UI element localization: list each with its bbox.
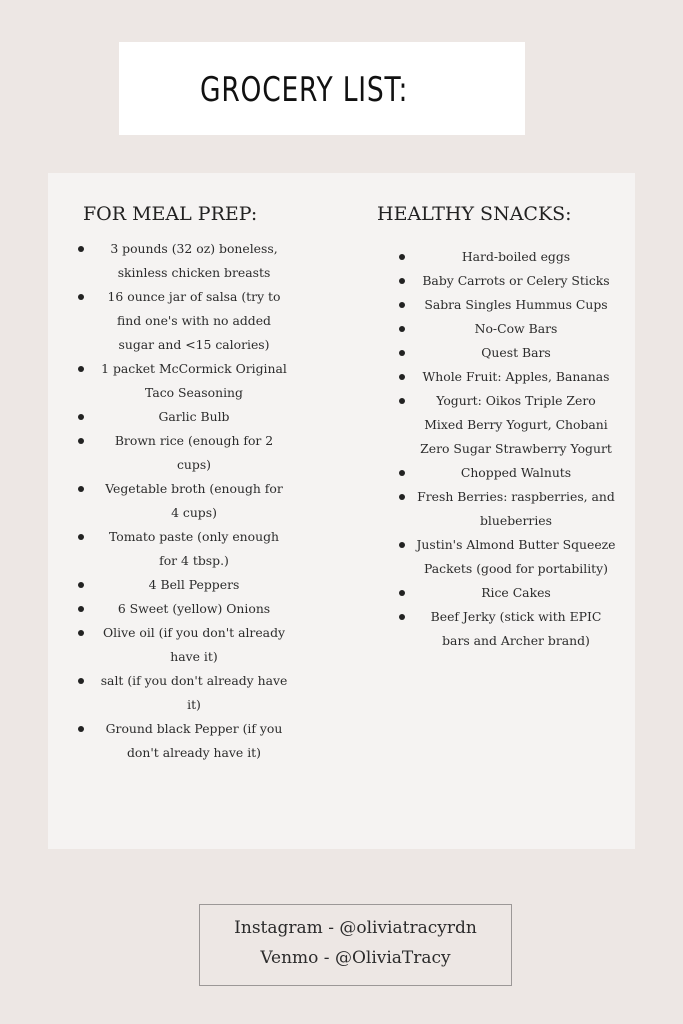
meal-prep-heading: FOR MEAL PREP: — [83, 203, 258, 225]
list-item: Fresh Berries: raspberries, and blueberries — [377, 485, 617, 533]
list-item: Justin's Almond Butter Squeeze Packets (good for portability) — [377, 533, 617, 581]
bullet-icon — [399, 470, 405, 476]
bullet-icon — [78, 582, 84, 588]
bullet-icon — [399, 590, 405, 596]
bullet-icon — [78, 678, 84, 684]
list-item: Whole Fruit: Apples, Bananas — [377, 365, 617, 389]
list-item: Tomato paste (only enough for 4 tbsp.) — [78, 525, 288, 573]
bullet-icon — [78, 630, 84, 636]
contact-box — [199, 904, 512, 986]
title-banner — [119, 42, 525, 135]
list-item: Beef Jerky (stick with EPIC bars and Archer brand) — [377, 605, 617, 653]
bullet-icon — [399, 494, 405, 500]
bullet-icon — [78, 438, 84, 444]
bullet-icon — [399, 254, 405, 260]
list-item: Olive oil (if you don't already have it) — [78, 621, 288, 669]
list-item: 16 ounce jar of salsa (try to find one's with no added sugar and <15 calories) — [78, 285, 288, 357]
list-item: Hard-boiled eggs — [377, 245, 617, 269]
bullet-icon — [399, 350, 405, 356]
bullet-icon — [78, 534, 84, 540]
list-item: Yogurt: Oikos Triple Zero Mixed Berry Yogurt, Chobani Zero Sugar Strawberry Yogurt — [377, 389, 617, 461]
list-item: 1 packet McCormick Original Taco Seasoning — [78, 357, 288, 405]
list-item: salt (if you don't already have it) — [78, 669, 288, 717]
list-item: Brown rice (enough for 2 cups) — [78, 429, 288, 477]
bullet-icon — [399, 302, 405, 308]
list-item: No-Cow Bars — [377, 317, 617, 341]
instagram-handle: Instagram - @oliviatracyrdn — [234, 918, 477, 938]
bullet-icon — [399, 542, 405, 548]
bullet-icon — [399, 278, 405, 284]
bullet-icon — [78, 606, 84, 612]
list-card — [48, 173, 635, 849]
venmo-handle: Venmo - @OliviaTracy — [260, 948, 451, 968]
list-item: Ground black Pepper (if you don't already have it) — [78, 717, 288, 765]
bullet-icon — [78, 486, 84, 492]
list-item: Quest Bars — [377, 341, 617, 365]
list-item: 4 Bell Peppers — [78, 573, 288, 597]
bullet-icon — [78, 294, 84, 300]
list-item: Garlic Bulb — [78, 405, 288, 429]
list-item: 3 pounds (32 oz) boneless, skinless chicken breasts — [78, 237, 288, 285]
bullet-icon — [78, 414, 84, 420]
list-item: 6 Sweet (yellow) Onions — [78, 597, 288, 621]
page-title: GROCERY LIST: — [200, 70, 409, 110]
list-item: Vegetable broth (enough for 4 cups) — [78, 477, 288, 525]
meal-prep-list — [78, 237, 288, 765]
list-item: Chopped Walnuts — [377, 461, 617, 485]
bullet-icon — [399, 398, 405, 404]
bullet-icon — [78, 246, 84, 252]
bullet-icon — [399, 374, 405, 380]
snacks-list — [377, 245, 617, 653]
bullet-icon — [399, 614, 405, 620]
list-item: Sabra Singles Hummus Cups — [377, 293, 617, 317]
bullet-icon — [78, 366, 84, 372]
bullet-icon — [78, 726, 84, 732]
list-item: Rice Cakes — [377, 581, 617, 605]
list-item: Baby Carrots or Celery Sticks — [377, 269, 617, 293]
snacks-heading: HEALTHY SNACKS: — [377, 203, 572, 225]
bullet-icon — [399, 326, 405, 332]
